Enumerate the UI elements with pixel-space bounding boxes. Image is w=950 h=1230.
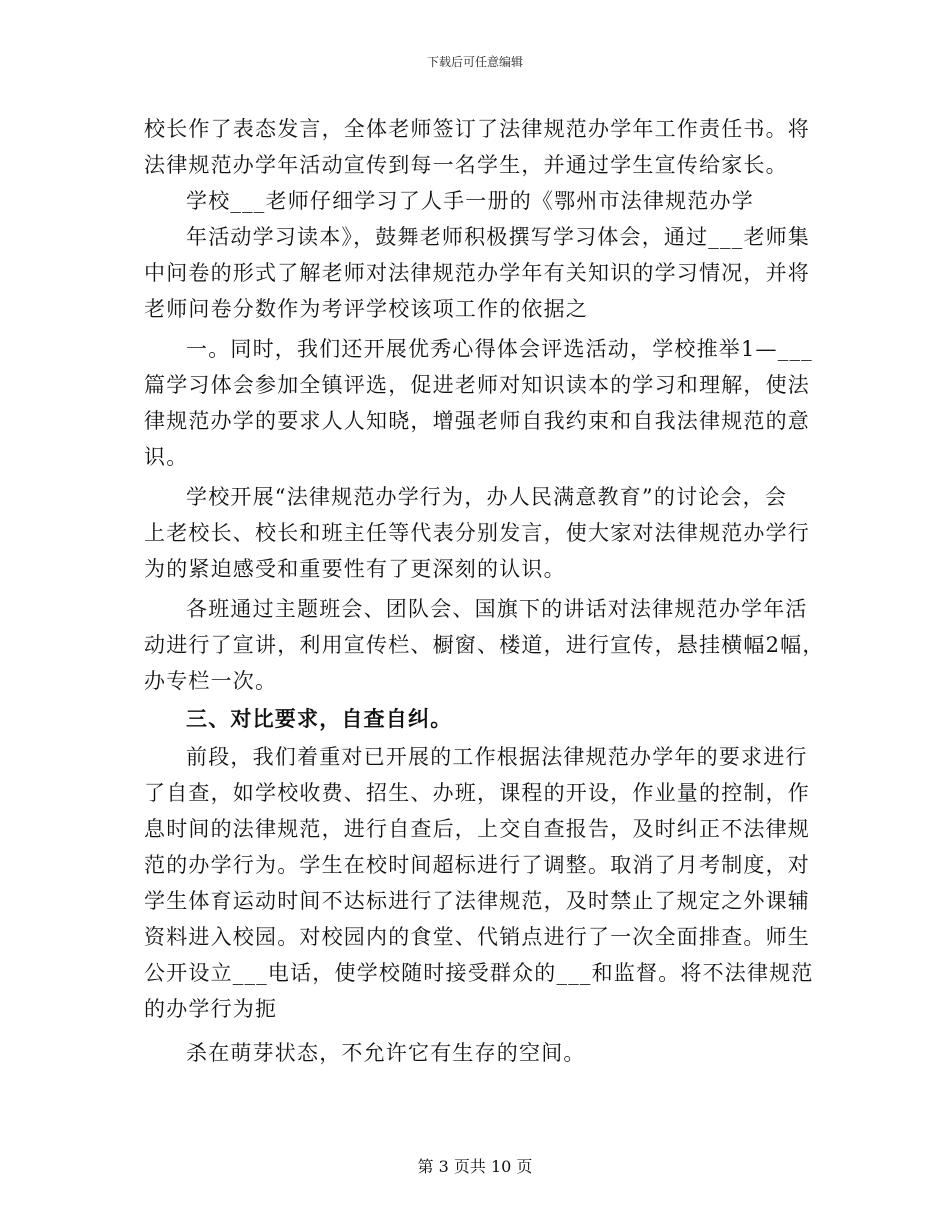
- section-heading: 三、对比要求，自查自纠。: [186, 706, 453, 731]
- text-line: 各班通过主题班会、团队会、国旗下的讲话对法律规范办学年活: [186, 597, 808, 621]
- text-line: 的办学行为扼: [144, 997, 278, 1021]
- text-line: 一。同时，我们还开展优秀心得体会评选活动，学校推举1—___: [186, 337, 813, 361]
- text-line: 篇学习体会参加全镇评选，促进老师对知识读本的学习和理解，使法: [144, 373, 810, 397]
- text-line: 律规范办学的要求人人知晓，增强老师自我约束和自我法律规范的意: [144, 409, 810, 433]
- text-line: 办专栏一次。: [144, 669, 278, 693]
- text-line: 资料进入校园。对校园内的食堂、代销点进行了一次全面排查。师生: [144, 925, 810, 949]
- text-line: 为的紧迫感受和重要性有了更深刻的认识。: [144, 557, 566, 581]
- text-line: 了自查，如学校收费、招生、办班，课程的开设，作业量的控制，作: [144, 781, 810, 805]
- text-line: 息时间的法律规范，进行自查后，上交自查报告，及时纠正不法律规: [144, 817, 810, 841]
- text-line: 学校开展“法律规范办学行为，办人民满意教育”的讨论会，会: [186, 485, 788, 509]
- text-line: 学校___老师仔细学习了人手一册的《鄂州市法律规范办学: [186, 189, 754, 213]
- page-header: 下载后可任意编辑: [426, 55, 523, 69]
- text-line: 法律规范办学年活动宣传到每一名学生，并通过学生宣传给家长。: [144, 153, 788, 177]
- text-line: 校长作了表态发言，全体老师签订了法律规范办学年工作责任书。将: [144, 117, 810, 141]
- text-line: 年活动学习读本》，鼓舞老师积极撰写学习体会，通过___老师集: [186, 225, 810, 249]
- text-line: 学生体育运动时间不达标进行了法律规范，及时禁止了规定之外课辅: [144, 889, 810, 913]
- text-line: 杀在萌芽状态，不允许它有生存的空间。: [186, 1041, 586, 1065]
- text-line: 老师问卷分数作为考评学校该项工作的依据之: [144, 297, 588, 321]
- text-line: 中问卷的形式了解老师对法律规范办学年有关知识的学习情况，并将: [144, 261, 810, 285]
- page-number: 第 3 页共 10 页: [417, 1157, 533, 1176]
- text-line: 前段，我们着重对已开展的工作根据法律规范办学年的要求进行: [186, 745, 808, 769]
- text-line: 识。: [144, 445, 189, 469]
- text-line: 上老校长、校长和班主任等代表分别发言，使大家对法律规范办学行: [144, 521, 810, 545]
- text-line: 动进行了宣讲，利用宣传栏、橱窗、楼道，进行宣传，悬挂横幅2幅，: [144, 633, 825, 657]
- text-line: 公开设立___电话，使学校随时接受群众的___和监督。将不法律规范: [144, 961, 814, 985]
- text-line: 范的办学行为。学生在校时间超标进行了调整。取消了月考制度，对: [144, 853, 810, 877]
